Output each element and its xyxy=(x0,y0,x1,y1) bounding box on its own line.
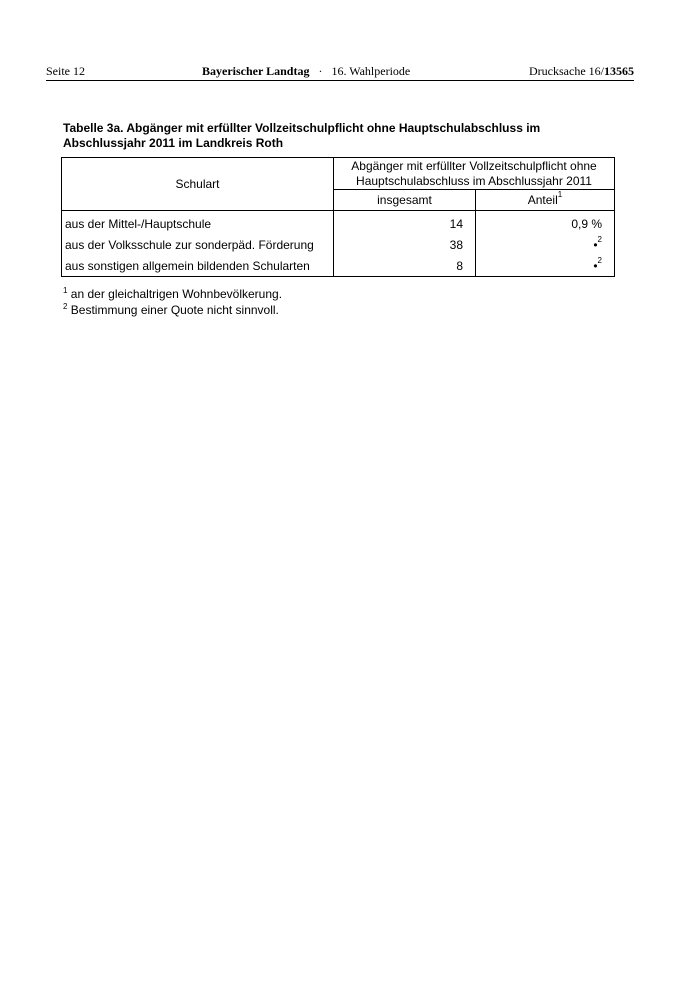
table-title-line-1: Tabelle 3a. Abgänger mit erfüllter Vollzeitschulpflicht ohne Hauptschulabschluss im xyxy=(63,121,541,135)
row-insgesamt: 38 xyxy=(334,234,476,255)
data-table xyxy=(61,157,615,277)
document-number-prefix: Drucksache 16/ xyxy=(529,64,604,78)
table-row xyxy=(62,255,615,277)
row-anteil-value: • xyxy=(593,237,598,252)
column-header-insgesamt: insgesamt xyxy=(334,190,476,211)
footnote-ref-1: 1 xyxy=(557,190,563,199)
column-group-header-line-1: Abgänger mit erfüllter Vollzeitschulpflicht ohne xyxy=(351,158,597,173)
footnote-1-mark: 1 xyxy=(63,286,68,295)
table-title xyxy=(63,121,623,151)
page-header xyxy=(46,64,634,81)
row-label: aus sonstigen allgemein bildenden Schularten xyxy=(62,255,334,277)
row-insgesamt: 8 xyxy=(334,255,476,277)
row-anteil xyxy=(476,255,615,277)
header-separator: · xyxy=(318,64,323,78)
footnotes xyxy=(63,286,282,318)
row-label: aus der Mittel-/Hauptschule xyxy=(62,211,334,235)
footnote-2-text: Bestimmung einer Quote nicht sinnvoll. xyxy=(67,303,279,317)
column-group-header-line-2: Hauptschulabschluss im Abschlussjahr 2011 xyxy=(356,173,592,188)
table-title-line-2: Abschlussjahr 2011 im Landkreis Roth xyxy=(63,136,284,150)
footnote-1 xyxy=(63,286,282,302)
row-insgesamt: 14 xyxy=(334,211,476,235)
row-anteil-value: • xyxy=(593,258,598,273)
footnote-2-mark: 2 xyxy=(63,302,68,311)
page-number: Seite 12 xyxy=(46,64,85,78)
row-anteil xyxy=(476,234,615,255)
legislative-period: 16. Wahlperiode xyxy=(331,64,411,78)
footnote-2 xyxy=(63,302,282,318)
row-anteil-value: 0,9 % xyxy=(571,216,602,231)
column-group-header xyxy=(334,158,615,190)
column-header-anteil xyxy=(476,190,615,211)
document-number xyxy=(529,64,634,78)
row-anteil xyxy=(476,211,615,235)
table-row xyxy=(62,234,615,255)
parliament-name: Bayerischer Landtag xyxy=(202,64,310,78)
footnote-1-text: an der gleichaltrigen Wohnbevölkerung. xyxy=(67,287,283,301)
header-center xyxy=(202,64,410,78)
row-anteil-sup: 2 xyxy=(597,255,602,265)
column-header-schulart: Schulart xyxy=(62,158,334,211)
row-anteil-sup: 2 xyxy=(597,234,602,244)
table-row xyxy=(62,211,615,235)
row-label: aus der Volksschule zur sonderpäd. Förderung xyxy=(62,234,334,255)
column-header-anteil-label: Anteil xyxy=(527,193,558,207)
document-number-value: 13565 xyxy=(604,64,634,78)
